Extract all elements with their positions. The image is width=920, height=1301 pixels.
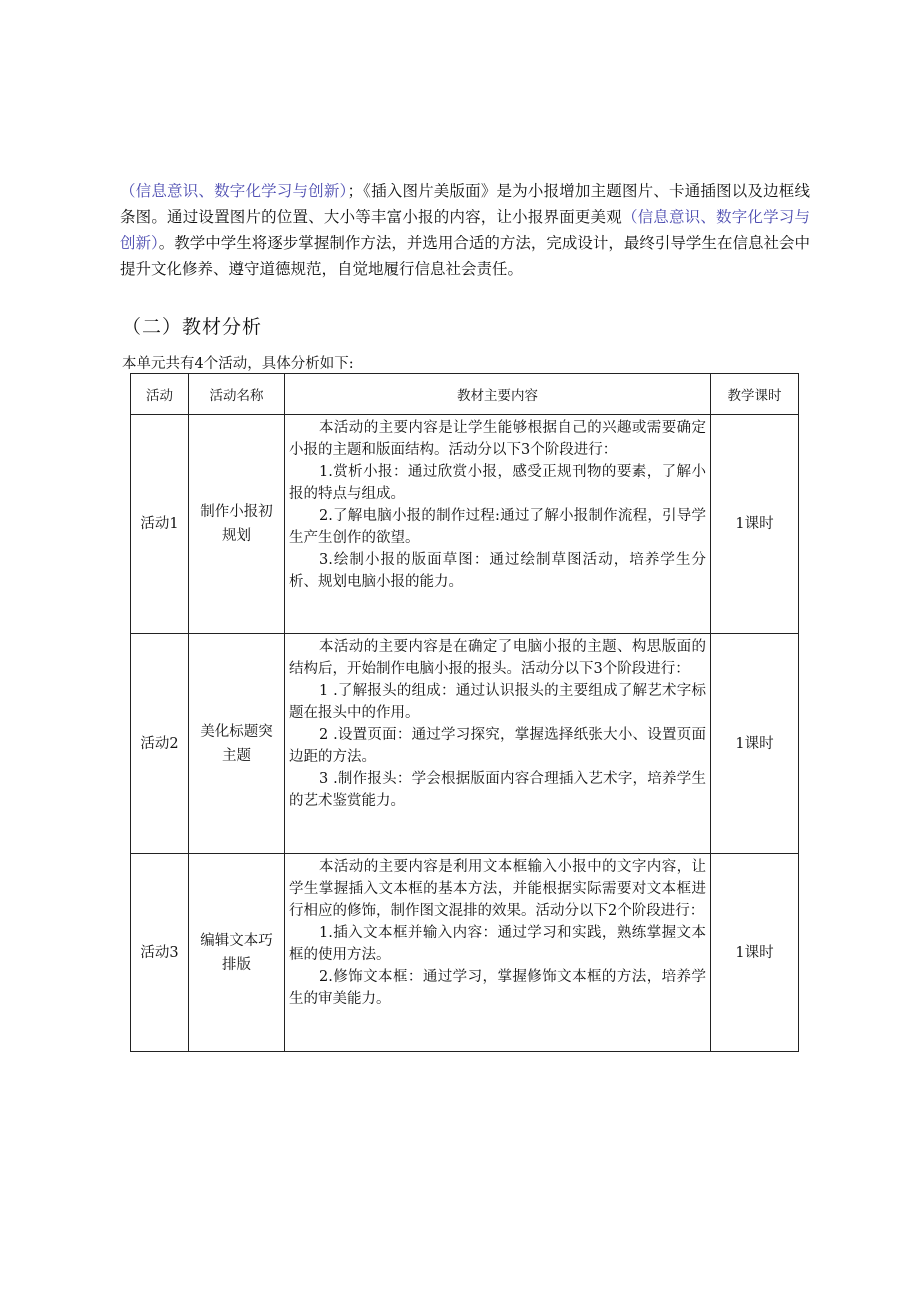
hours-cell: 1课时 <box>711 415 799 634</box>
header-activity: 活动 <box>131 374 189 415</box>
activity-cell: 活动3 <box>131 854 189 1052</box>
content-cell <box>285 854 711 1052</box>
content-cell <box>285 634 711 854</box>
table-intro: 本单元共有4个活动，具体分析如下: <box>122 356 354 372</box>
activity-cell: 活动1 <box>131 415 189 634</box>
activity-name-cell: 编辑文本巧排版 <box>189 854 285 1052</box>
competency-note-1: （信息意识、数字化学习与创新） <box>120 182 348 200</box>
section-title: （二）教材分析 <box>122 316 263 338</box>
hours-cell: 1课时 <box>711 854 799 1052</box>
activity-cell: 活动2 <box>131 634 189 854</box>
content-intro: 本活动的主要内容是让学生能够根据自己的兴趣或需要确定小报的主题和版面结构。活动分以下3个阶段进行： <box>289 420 706 458</box>
activity-name-cell: 美化标题突主题 <box>189 634 285 854</box>
intro-text-2: 。教学中学生将逐步掌握制作方法，并选用合适的方法，完成设计，最终引导学生在信息社会中提升文化修养、遵守道德规范，自觉地履行信息社会责任。 <box>120 234 810 278</box>
hours-cell: 1课时 <box>711 634 799 854</box>
content-intro: 本活动的主要内容是在确定了电脑小报的主题、构思版面的结构后，开始制作电脑小报的报头。活动分以下3个阶段进行： <box>289 639 706 677</box>
content-step: 3 .制作报头：学会根据版面内容合理插入艺术字，培养学生的艺术鉴赏能力。 <box>289 771 706 809</box>
table-row <box>131 634 799 854</box>
content-step: 1 .了解报头的组成：通过认识报头的主要组成了解艺术字标题在报头中的作用。 <box>289 683 706 721</box>
competency-note-2: （信息意识、数字化学习与创新） <box>120 208 810 252</box>
table-row <box>131 415 799 634</box>
analysis-table <box>130 373 799 1052</box>
intro-text-1: ；《插入图片美版面》是为小报增加主题图片、卡通插图以及边框线条图。通过设置图片的位置、大小等丰富小报的内容，让小报界面更美观 <box>120 182 810 226</box>
content-step: 2 .设置页面：通过学习探究，掌握选择纸张大小、设置页面边距的方法。 <box>289 727 706 765</box>
content-step: 2.了解电脑小报的制作过程:通过了解小报制作流程，引导学生产生创作的欲望。 <box>289 508 706 546</box>
content-step: 2.修饰文本框：通过学习，掌握修饰文本框的方法，培养学生的审美能力。 <box>289 969 706 1007</box>
table-header-row <box>131 374 799 415</box>
header-content: 教材主要内容 <box>285 374 711 415</box>
content-step: 3.绘制小报的版面草图：通过绘制草图活动，培养学生分析、规划电脑小报的能力。 <box>289 552 706 590</box>
intro-paragraph <box>120 178 810 282</box>
content-intro: 本活动的主要内容是利用文本框输入小报中的文字内容，让学生掌握插入文本框的基本方法，并能根据实际需要对文本框进行相应的修饰，制作图文混排的效果。活动分以下2个阶段进行： <box>289 859 706 919</box>
header-activity-name: 活动名称 <box>189 374 285 415</box>
table-row <box>131 854 799 1052</box>
activity-name-cell: 制作小报初规划 <box>189 415 285 634</box>
content-cell <box>285 415 711 634</box>
content-step: 1.赏析小报：通过欣赏小报，感受正规刊物的要素，了解小报的特点与组成。 <box>289 464 706 502</box>
header-hours: 教学课时 <box>711 374 799 415</box>
content-step: 1.插入文本框并输入内容：通过学习和实践，熟练掌握文本框的使用方法。 <box>289 925 706 963</box>
